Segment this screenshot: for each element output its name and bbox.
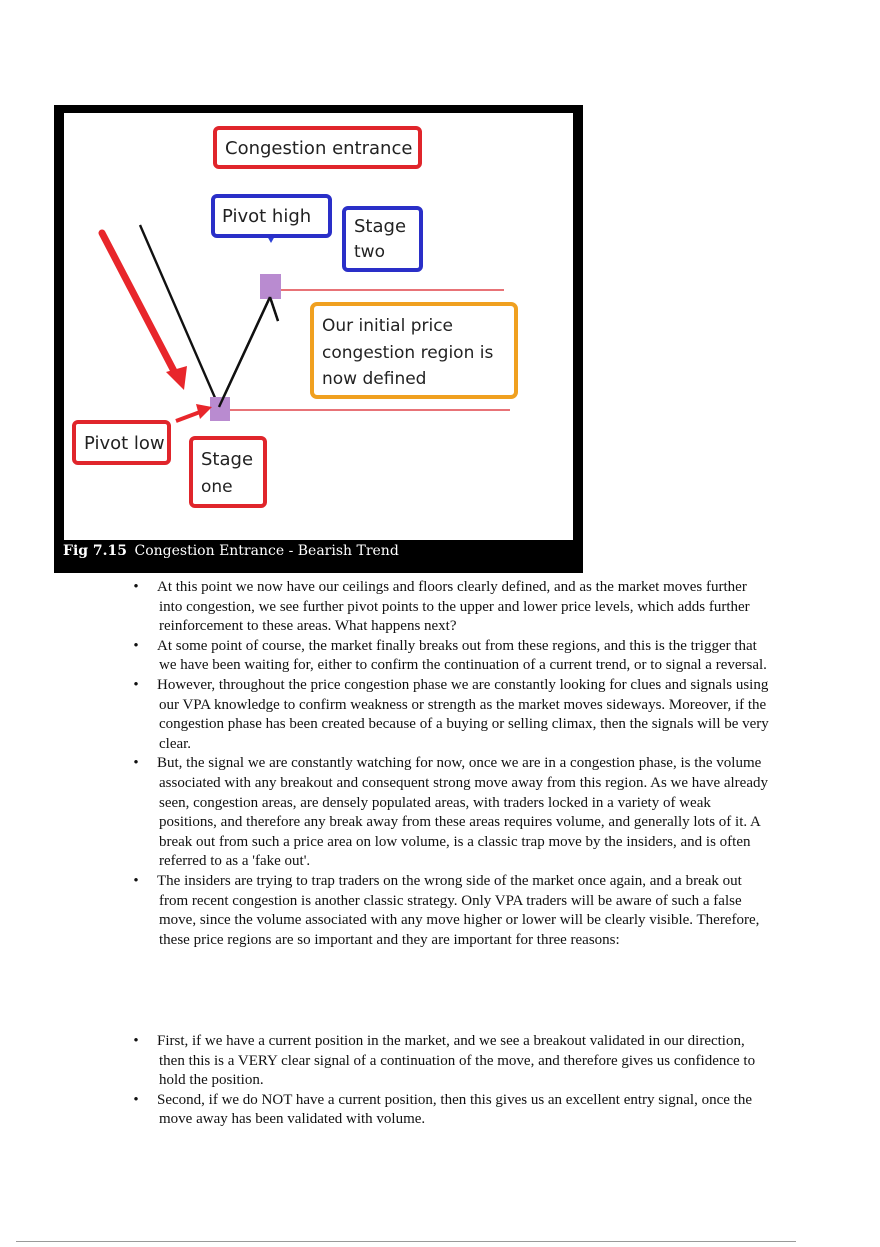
list-item: • At this point we now have our ceilings and floors clearly defined, and as the market moves further into congestion, we see further pivot points to the upper and lower price levels, which adds further reinforcement to these areas. What happens next?	[133, 579, 750, 635]
stage-one-label-2: one	[201, 477, 233, 497]
pivot-high-marker	[260, 274, 281, 299]
defined-label-2: congestion region is	[322, 343, 494, 363]
figure-number: Fig 7.15	[63, 543, 128, 559]
bullet-list-top	[131, 578, 771, 950]
figure-caption	[63, 543, 399, 559]
chart-illustration	[54, 105, 583, 573]
pivot-high-label: Pivot high	[222, 206, 312, 227]
pivot-low-label: Pivot low	[84, 433, 165, 454]
stage-one-label-1: Stage	[201, 449, 254, 470]
list-item: • But, the signal we are constantly watching for now, once we are in a congestion phase, is the volume associated with any breakout and consequent strong move away from this region. As we have already seen, congestion areas, are densely populated areas, with traders locked in a variety of weak positions, and therefore any break away from these areas requires volume, and generally lots of it. A break out from such a price area on low volume, is a classic trap move by the insiders, and is often referred to as a 'fake out'.	[133, 755, 768, 870]
list-item: • At some point of course, the market finally breaks out from these regions, and this is the trigger that we have been waiting for, either to confirm the continuation of a current trend, or to signal a reversal.	[133, 637, 767, 674]
list-item: • The insiders are trying to trap traders on the wrong side of the market once again, and a break out from recent congestion is another classic strategy. Only VPA traders will be aware of such a false move, since the volume associated with any move higher or lower will be clearly visible. Therefore, these price regions are so important and they are important for three reasons:	[133, 872, 760, 948]
congestion-entrance-label: Congestion entrance	[225, 138, 413, 159]
list-item: • First, if we have a current position in the market, and we see a breakout validated in our direction, then this is a VERY clear signal of a continuation of the move, and therefore gives us confidence to hold the position.	[133, 1033, 756, 1089]
list-item: • Second, if we do NOT have a current position, then this gives us an excellent entry signal, once the move away has been validated with volume.	[133, 1091, 752, 1128]
figure-caption-text: Congestion Entrance - Bearish Trend	[134, 543, 399, 559]
defined-label-1: Our initial price	[322, 316, 454, 336]
stage-two-label-1: Stage	[354, 216, 407, 237]
pivot-low-marker	[210, 397, 230, 421]
footer-rule	[16, 1241, 796, 1242]
defined-label-3: now defined	[322, 369, 427, 389]
figure-congestion-entrance	[54, 105, 583, 573]
stage-two-label-2: two	[354, 242, 385, 262]
bullet-list-bottom	[131, 1032, 771, 1130]
list-item: • However, throughout the price congestion phase we are constantly looking for clues and signals using our VPA knowledge to confirm weakness or strength as the market moves sideways. Moreover, if the congestion phase has been created because of a buying or selling climax, then the signals will be very clear.	[133, 676, 769, 752]
